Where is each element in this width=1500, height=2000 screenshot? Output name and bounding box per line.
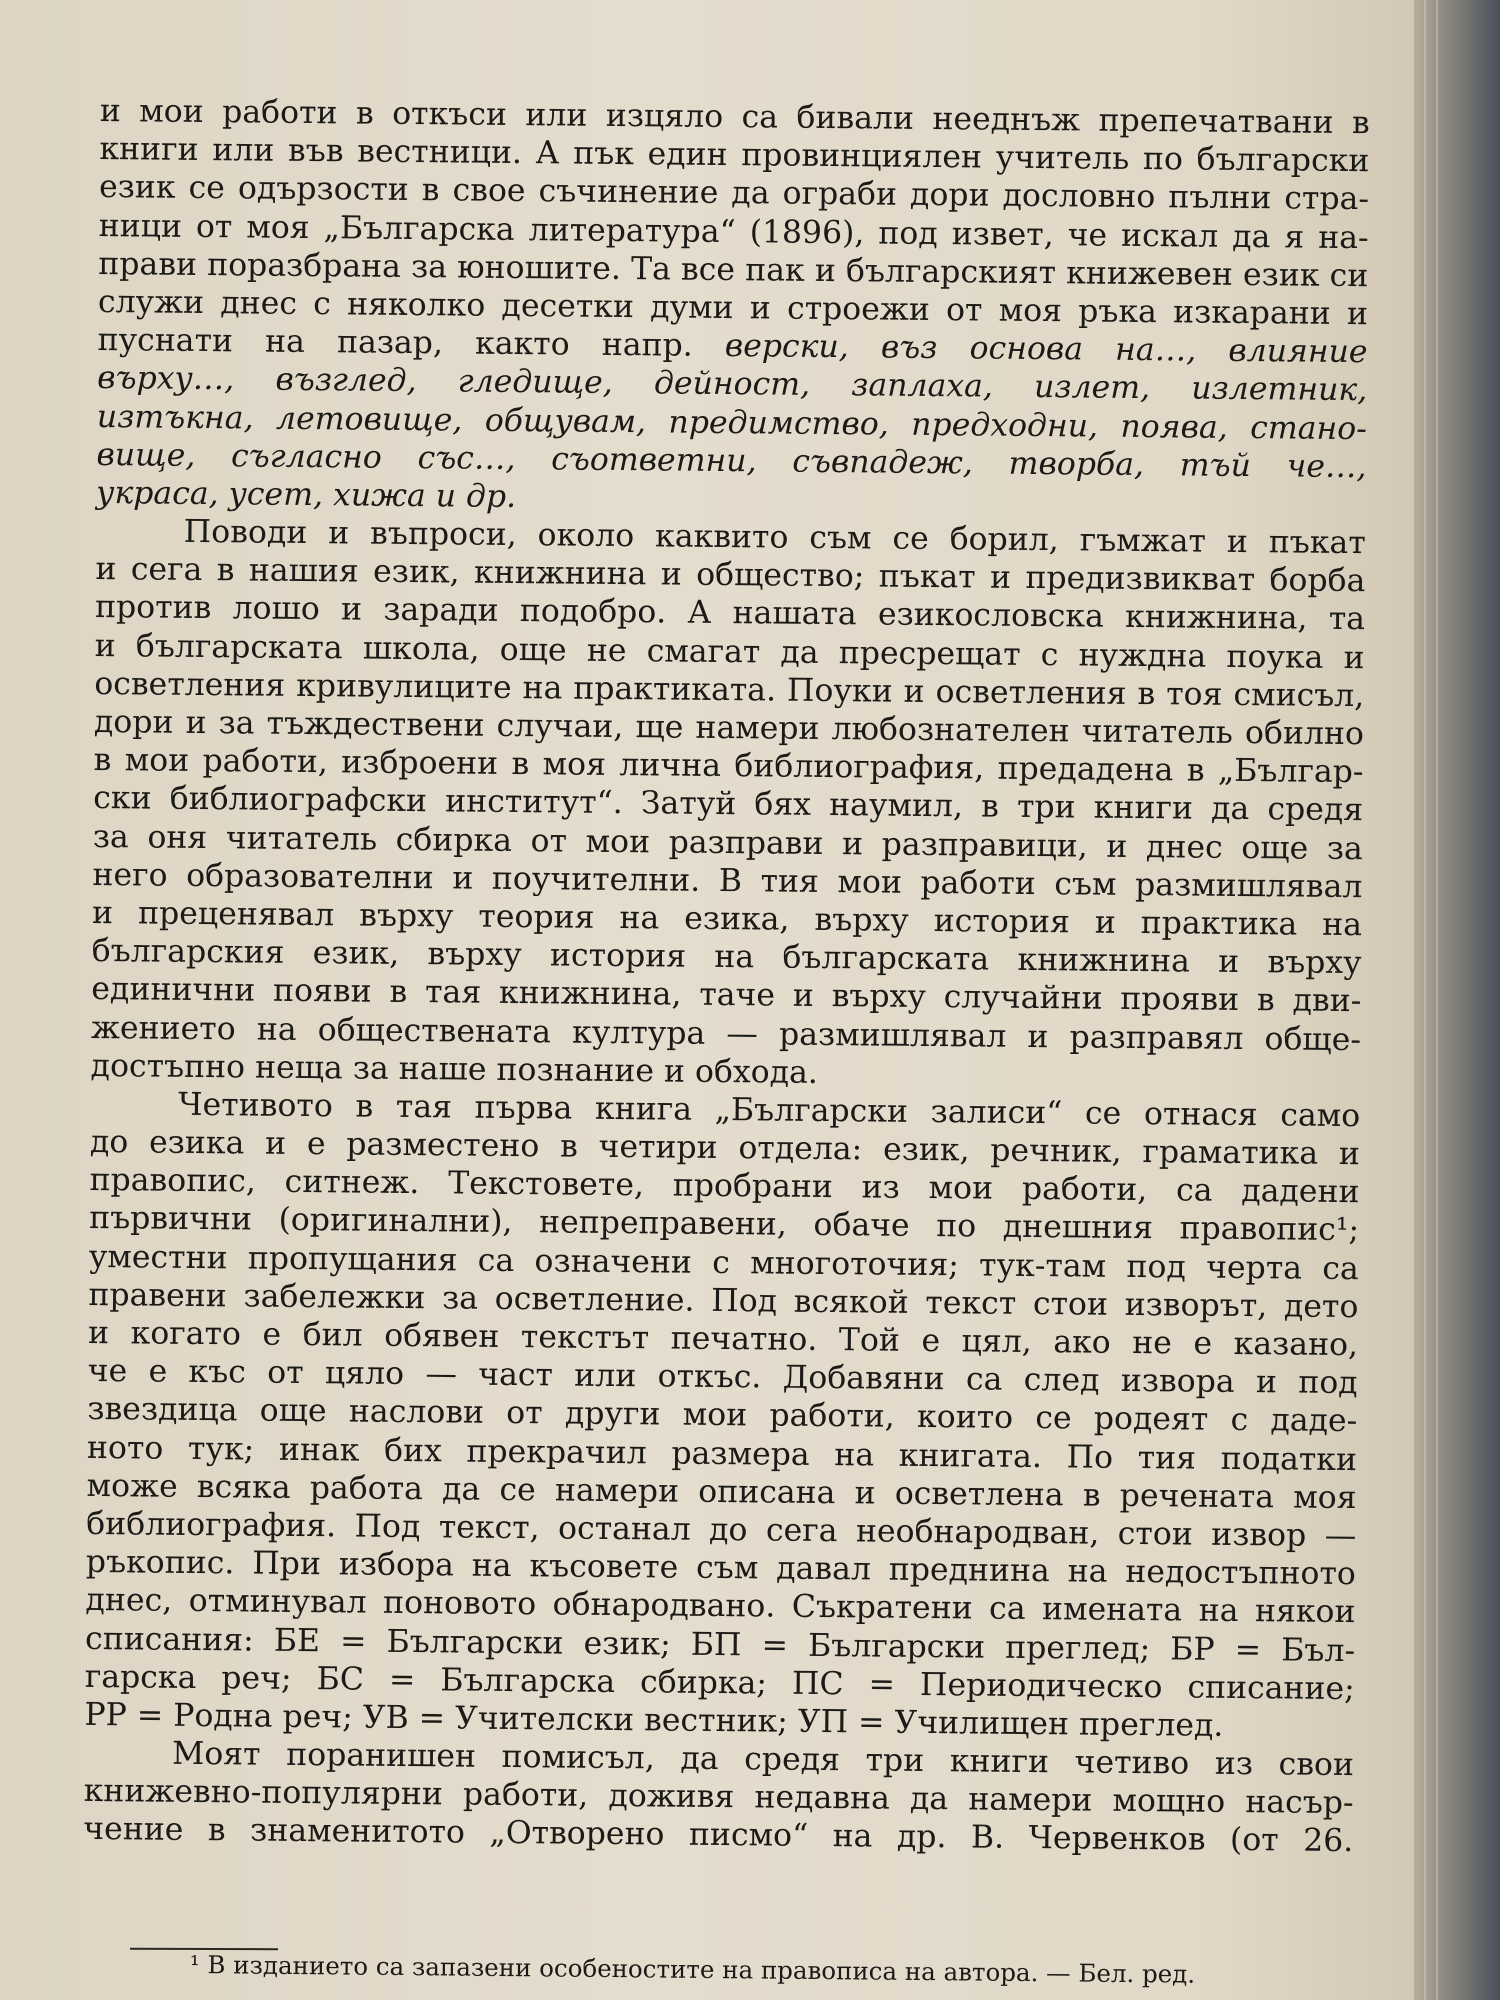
text-line: книги или във вестници. А пък един провинциялен учитель по български: [99, 131, 1370, 180]
text-line: чение в знаменитото „Отворено писмо“ на др. В. Червенков (от 26.: [83, 1811, 1354, 1860]
text-line: списания: БЕ = Български език; БП = Български преглед; БР = Бъл-: [84, 1620, 1356, 1669]
text-line: ски библиографски институт“. Затуй бях наумил, в три книги да средя: [93, 780, 1364, 829]
text-line: може всяка работа да се намери описана и осветлена в речената моя: [86, 1467, 1357, 1516]
text-line: и когато е бил обявен текстът печатно. Той е цял, ако не е казано,: [87, 1314, 1359, 1364]
text-line: против лошо и заради подобро. А нашата езикословска книжнина, та: [94, 589, 1366, 638]
text-line: звездица още наслови от други мои работи, които се родеят с даде-: [87, 1391, 1358, 1440]
text-line: дори и за тъждествени случаи, ще намери любознателен читатель обилно: [93, 703, 1365, 753]
italic-run: верски, въз основа на…, влияние: [724, 328, 1368, 371]
text-line: Поводи и въпроси, около каквито съм се борил, гъмжат и пъкат: [183, 513, 1366, 562]
text-line: правени забележки за осветление. Под всякой текст стои изворът, дето: [88, 1276, 1359, 1325]
text-line: служи днес с няколко десетки думи и строежи от моя ръка изкарани и: [97, 283, 1369, 333]
page-edge: [1414, 0, 1500, 2000]
text-line: Четивото в тая първа книга „Български залиси“ се отнася само: [178, 1086, 1361, 1135]
text-line: вище, съгласно със…, съответни, съвпадеж, творба, тъй че…,: [96, 436, 1367, 485]
text-line: изтъкна, летовище, общувам, предимство, предходни, поява, стано-: [96, 398, 1367, 447]
body-text: [83, 92, 1370, 1861]
text-line: днес, отминувал поновото обнародвано. Съкратени са имената на някои: [85, 1582, 1356, 1631]
text-line: ръкопис. При избора на късовете съм давал преднина на недостъпното: [85, 1544, 1357, 1593]
page-edge-line: [1424, 0, 1426, 2000]
text-line: прави поразбрана за юношите. Та все пак и българският книжевен език си: [98, 245, 1369, 294]
text-line: език се одързости в свое съчинение да ограби дори дословно пълни стра-: [98, 169, 1370, 218]
page-edge-line: [1436, 0, 1438, 2000]
text-line: единични появи в тая книжнина, таче и върху случайни прояви в дви-: [91, 971, 1362, 1020]
text-line: българския език, върху история на българската книжнина и върху: [91, 933, 1362, 982]
text-line: библиография. Под текст, останал до сега необнародван, стои извор —: [86, 1505, 1357, 1555]
text-line: и преценявал върху теория на езика, върху история и практика на: [91, 894, 1363, 944]
text-line: украса, усет, хижа и др.: [95, 474, 517, 515]
text-line: достъпно неща за наше познание и обхода.: [90, 1047, 819, 1091]
text-line: пуснати на пазар, както напр. верски, въз основа на…, влияние: [97, 322, 1368, 371]
text-line: книжевно-популярни работи, доживя недавна да намери мощно насър-: [83, 1773, 1354, 1822]
text-line: и българската школа, още не смагат да пресрещат с нуждна поука и: [94, 627, 1365, 676]
text-line: и мои работи в откъси или изцяло са бивали нееднъж препечатвани в: [99, 92, 1370, 142]
text-line: правопис, ситнеж. Текстовете, пробрани из мои работи, са дадени: [89, 1162, 1360, 1211]
text-line: жението на обществената култура — размишлявал и разправял обще-: [90, 1009, 1362, 1058]
text-line: РР = Родна реч; УВ = Учителски вестник; УП = Училищен преглед.: [84, 1696, 1224, 1744]
text-line: и сега в нашия език, книжнина и общество; пъкат и предизвикват борба: [95, 551, 1366, 600]
text-line: до езика и е разместено в четири отдела: език, речник, граматика и: [89, 1124, 1361, 1173]
text-line: в мои работи, изброени в моя лична библиография, предадена в „Българ-: [93, 742, 1364, 791]
text-line: ници от моя „Българска литература“ (1896), под извет, че искал да я на-: [98, 207, 1369, 256]
text-line: за оня читатель сбирка от мои разправи и разправици, и днес още за: [92, 818, 1363, 867]
text-line: гарска реч; БС = Българска сбирка; ПС = Периодическо списание;: [84, 1658, 1355, 1707]
text-line: него образователни и поучителни. В тия мои работи съм размишлявал: [92, 856, 1363, 905]
text-line: Моят поранишен помисъл, да средя три книги четиво из свои: [171, 1735, 1355, 1784]
text-line: осветления кривулиците на практиката. Поуки и осветления в тоя смисъл,: [94, 665, 1365, 714]
text-line: върху…, възглед, гледище, дейност, заплаха, излет, излетник,: [97, 360, 1368, 409]
text-line: уместни пропущания са означени с многоточия; тук-там под черта са: [88, 1238, 1359, 1287]
text-line: ното тук; инак бих прекрачил размера на книгата. По тия податки: [86, 1429, 1358, 1478]
text-line: първични (оригинални), непреправени, обаче по днешния правопис¹;: [89, 1200, 1360, 1249]
footnote: ¹ В изданието са запазени особеностите на правописа на автора. — Бел. ред.: [189, 1950, 1196, 1989]
text-line: че е къс от цяло — част или откъс. Добавяни са след извора и под: [87, 1353, 1358, 1402]
